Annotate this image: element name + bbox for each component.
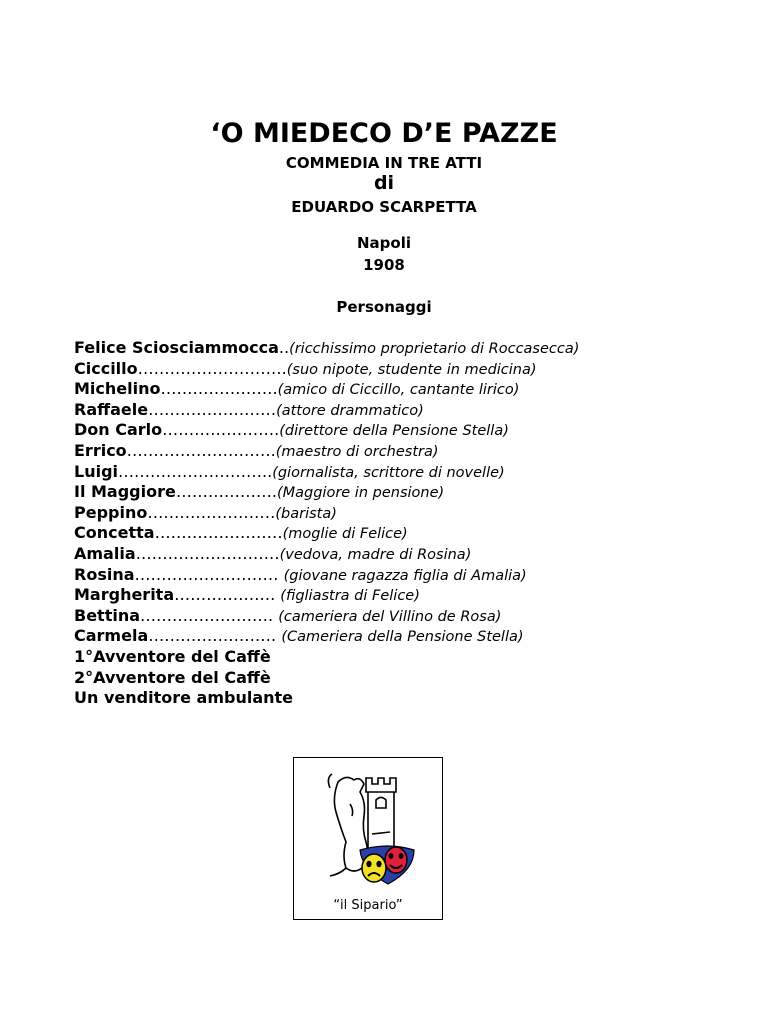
- statue-icon: [328, 774, 367, 876]
- cast-row: [74, 565, 579, 586]
- dot-leader: …………………….: [140, 605, 279, 625]
- character-name: Don Carlo: [74, 420, 163, 440]
- character-name: Concetta: [74, 523, 155, 543]
- cast-row: [74, 523, 579, 544]
- cast-row: [74, 482, 579, 503]
- character-description: (Cameriera della Pensione Stella): [281, 629, 524, 646]
- cast-row: [74, 338, 579, 359]
- year: 1908: [363, 256, 405, 274]
- city: Napoli: [356, 234, 411, 252]
- tragedy-mask-icon: [362, 854, 386, 882]
- cast-row: [74, 359, 579, 380]
- cast-row: [74, 606, 579, 627]
- cast-row: [74, 647, 579, 668]
- dot-leader: ……………….: [175, 482, 277, 502]
- theatre-masks-icon: [316, 764, 422, 894]
- character-description: (amico di Ciccillo, cantante lirico): [277, 382, 520, 399]
- character-name: Carmela: [74, 626, 149, 646]
- character-description: (suo nipote, studente in medicina): [286, 361, 537, 378]
- dot-leader: ..: [278, 338, 290, 357]
- character-description: (direttore della Pensione Stella): [279, 423, 509, 440]
- character-name: Felice Sciosciammocca: [74, 338, 279, 357]
- dot-leader: ……………………: [154, 523, 283, 543]
- by-word: di: [373, 172, 395, 194]
- character-name: Rosina: [74, 564, 135, 584]
- cast-row: [74, 400, 579, 421]
- tower-icon: [366, 778, 396, 852]
- character-name: 1°Avventore del Caffè: [74, 646, 271, 666]
- character-description: (attore drammatico): [276, 402, 424, 419]
- dot-leader: ………………….: [162, 420, 280, 440]
- character-description: (maestro di orchestra): [275, 443, 439, 460]
- character-name: Amalia: [74, 543, 136, 563]
- character-name: 2°Avventore del Caffè: [74, 667, 271, 687]
- dot-leader: ………………………..: [118, 461, 273, 481]
- character-name: Peppino: [74, 502, 148, 522]
- character-description: (cameriera del Villino de Rosa): [278, 608, 502, 625]
- logo-caption: “il Sipario”: [333, 898, 403, 913]
- character-name: Ciccillo: [74, 358, 138, 378]
- cast-row: [74, 420, 579, 441]
- character-description: (Maggiore in pensione): [276, 485, 445, 502]
- dot-leader: ……………………….: [126, 440, 276, 460]
- character-description: (vedova, madre di Rosina): [279, 546, 472, 563]
- character-description: (barista): [275, 505, 337, 522]
- play-subtitle: COMMEDIA IN TRE ATTI: [285, 154, 483, 172]
- cast-row: [74, 544, 579, 565]
- cast-heading: Personaggi: [336, 298, 432, 316]
- author-name: EDUARDO SCARPETTA: [291, 198, 477, 216]
- play-title: ‘O MIEDECO D’E PAZZE: [210, 118, 558, 149]
- dot-leader: ………………….: [160, 379, 278, 399]
- dot-leader: ………………………: [134, 564, 284, 584]
- dot-leader: ……………………….: [137, 358, 287, 378]
- character-name: Michelino: [74, 379, 161, 399]
- cast-list: [74, 338, 579, 709]
- character-name: Luigi: [74, 461, 119, 481]
- character-description: (ricchissimo proprietario di Roccasecca): [289, 341, 580, 357]
- character-name: Un venditore ambulante: [74, 688, 293, 708]
- dot-leader: ………………………: [135, 543, 280, 563]
- cast-row: [74, 626, 579, 647]
- character-description: (giornalista, scrittore di novelle): [272, 464, 505, 481]
- cast-row: [74, 503, 579, 524]
- character-name: Bettina: [74, 605, 141, 625]
- cast-row: [74, 379, 579, 400]
- cast-row: [74, 688, 579, 709]
- cast-row: [74, 462, 579, 483]
- character-description: (giovane ragazza figlia di Amalia): [283, 567, 527, 584]
- il-sipario-logo: [293, 757, 443, 920]
- character-name: Il Maggiore: [74, 482, 176, 502]
- comedy-mask-icon: [385, 847, 407, 873]
- dot-leader: ……………………: [148, 399, 277, 419]
- dot-leader: ……………….: [174, 585, 281, 605]
- cast-row: [74, 585, 579, 606]
- character-description: (figliastra di Felice): [280, 588, 420, 605]
- cast-row: [74, 441, 579, 462]
- dot-leader: ……………………: [147, 502, 276, 522]
- character-name: Raffaele: [74, 399, 149, 419]
- character-description: (moglie di Felice): [282, 526, 408, 543]
- cast-row: [74, 668, 579, 689]
- character-name: Errico: [74, 440, 127, 460]
- character-name: Margherita: [74, 585, 175, 605]
- dot-leader: ……………………: [148, 626, 282, 646]
